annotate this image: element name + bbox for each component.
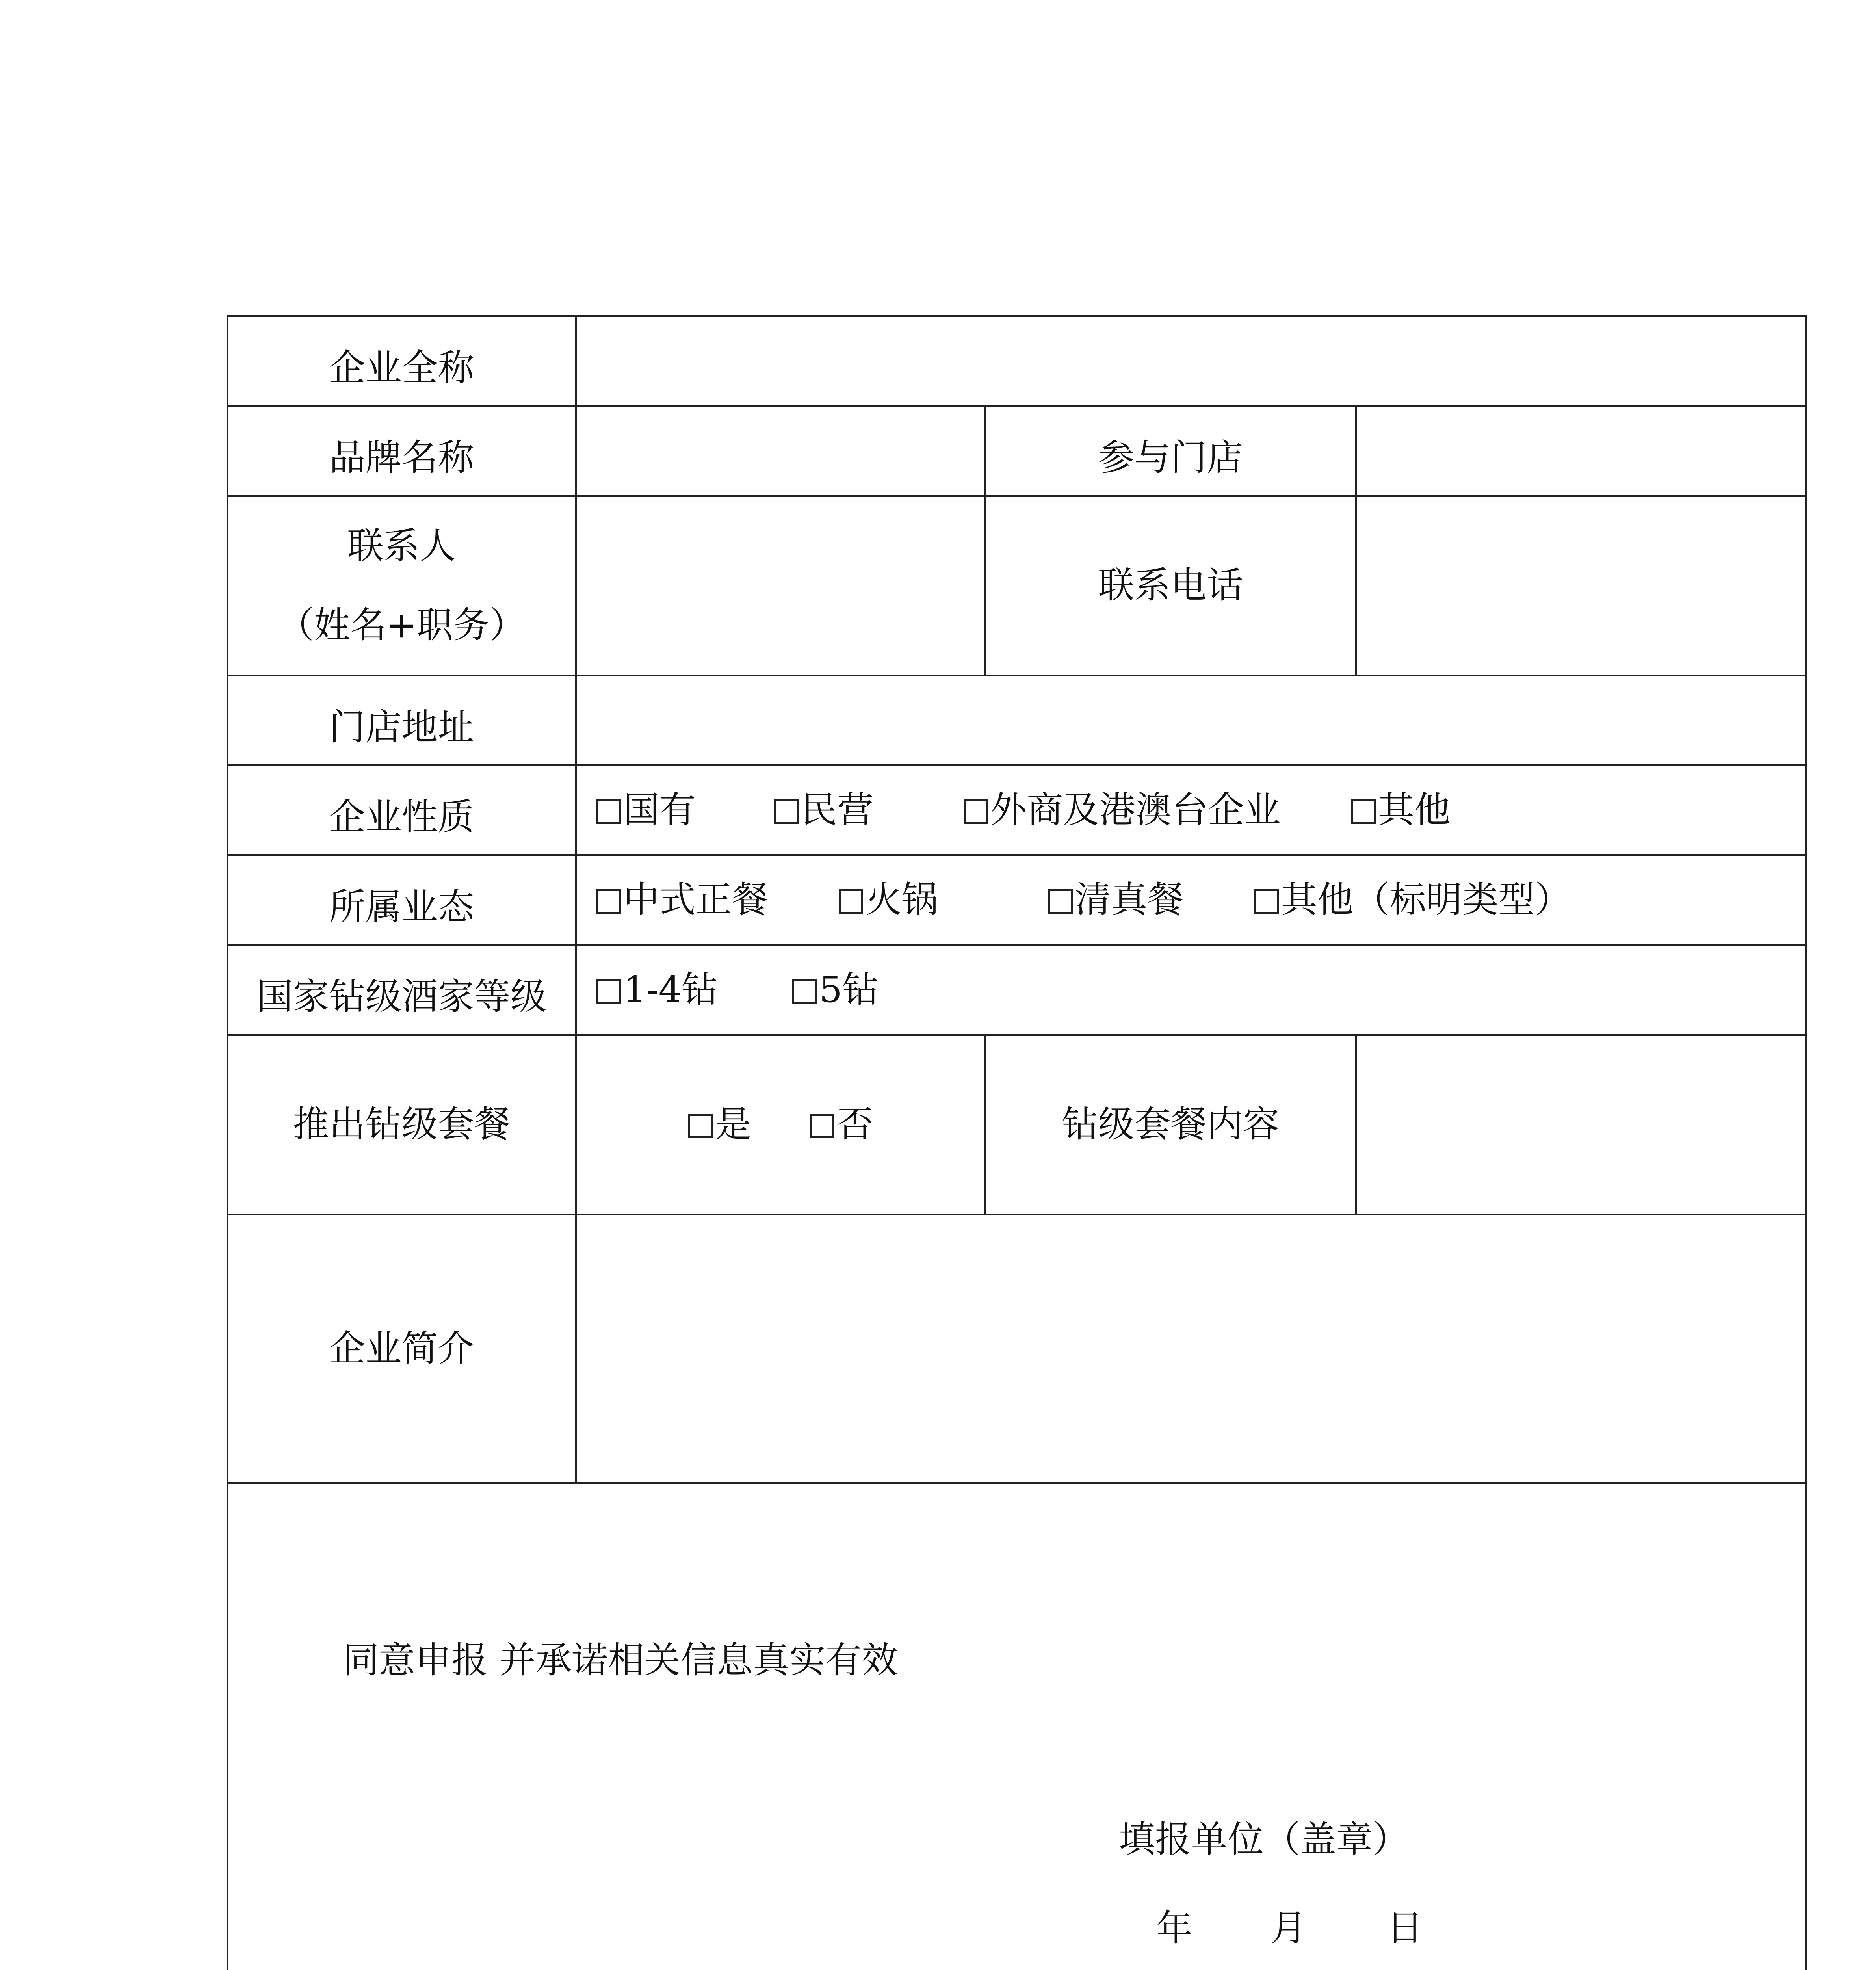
set-meal-option-no[interactable]: 否 <box>810 1103 873 1146</box>
format-option-halal[interactable]: 清真餐 <box>1048 878 1184 922</box>
row-address <box>228 676 1807 766</box>
row-brand-name <box>228 406 1807 496</box>
row-grade <box>228 945 1807 1035</box>
checkbox[interactable] <box>1254 889 1279 914</box>
nature-option-state[interactable]: 国有 <box>596 788 696 832</box>
address-field[interactable] <box>576 676 1807 766</box>
nature-option-foreign[interactable]: 外商及港澳台企业 <box>964 788 1281 832</box>
phone-field[interactable] <box>1356 496 1807 676</box>
checkbox[interactable] <box>792 979 817 1004</box>
format-option-chinese[interactable]: 中式正餐 <box>596 878 768 922</box>
row-declaration <box>228 1483 1807 1970</box>
company-name-label-cell <box>228 316 576 406</box>
set-meal-option-yes[interactable]: 是 <box>688 1103 751 1146</box>
store-label: 参与门店 <box>1098 437 1243 479</box>
store-field[interactable] <box>1356 406 1807 496</box>
checkbox[interactable] <box>688 1114 713 1138</box>
address-label: 门店地址 <box>329 706 474 749</box>
registration-form-table <box>227 315 1807 1970</box>
intro-label: 企业简介 <box>329 1327 474 1370</box>
row-nature <box>228 766 1807 855</box>
company-name-field[interactable] <box>576 316 1807 406</box>
nature-option-private[interactable]: 民营 <box>774 788 873 832</box>
format-option-hotpot[interactable]: 火锅 <box>839 878 938 922</box>
grade-option-1-4[interactable]: 1-4钻 <box>596 968 718 1011</box>
contact-label-line1: 联系人 <box>347 525 456 567</box>
checkbox[interactable] <box>596 979 621 1004</box>
nature-label: 企业性质 <box>329 796 474 838</box>
checkbox[interactable] <box>596 889 621 914</box>
company-name-label: 企业全称 <box>329 347 474 389</box>
declaration-cell <box>228 1483 1807 1970</box>
contact-label-line2: （姓名+职务） <box>277 604 526 646</box>
set-meal-label: 推出钻级套餐 <box>293 1103 511 1146</box>
row-intro <box>228 1215 1807 1483</box>
format-option-other[interactable]: 其他（标明类型） <box>1254 878 1571 922</box>
checkbox[interactable] <box>810 1114 834 1138</box>
row-contact <box>228 496 1807 676</box>
row-set-meal <box>228 1035 1807 1215</box>
checkbox[interactable] <box>1048 889 1073 914</box>
brand-name-field[interactable] <box>576 406 986 496</box>
row-company-name <box>228 316 1807 406</box>
brand-name-label: 品牌名称 <box>329 437 474 479</box>
checkbox[interactable] <box>964 799 988 824</box>
nature-option-other[interactable]: 其他 <box>1351 788 1451 832</box>
format-label: 所属业态 <box>329 886 474 928</box>
declaration-day: 日 <box>1387 1907 1423 1949</box>
checkbox[interactable] <box>596 799 621 824</box>
phone-label: 联系电话 <box>1098 564 1243 607</box>
set-meal-content-field[interactable] <box>1356 1035 1807 1215</box>
intro-field[interactable] <box>576 1215 1807 1483</box>
checkbox[interactable] <box>1351 799 1376 824</box>
declaration-statement: 同意申报 并承诺相关信息真实有效 <box>343 1639 898 1681</box>
contact-field[interactable] <box>576 496 986 676</box>
grade-option-5[interactable]: 5钻 <box>792 968 879 1011</box>
grade-label: 国家钻级酒家等级 <box>256 976 547 1018</box>
row-format <box>228 855 1807 945</box>
checkbox[interactable] <box>774 799 799 824</box>
set-meal-content-label: 钻级套餐内容 <box>1062 1103 1280 1146</box>
declaration-unit: 填报单位（盖章） <box>1119 1818 1409 1860</box>
checkbox[interactable] <box>839 889 863 914</box>
declaration-year: 年 <box>1156 1907 1193 1949</box>
declaration-month: 月 <box>1270 1907 1307 1949</box>
